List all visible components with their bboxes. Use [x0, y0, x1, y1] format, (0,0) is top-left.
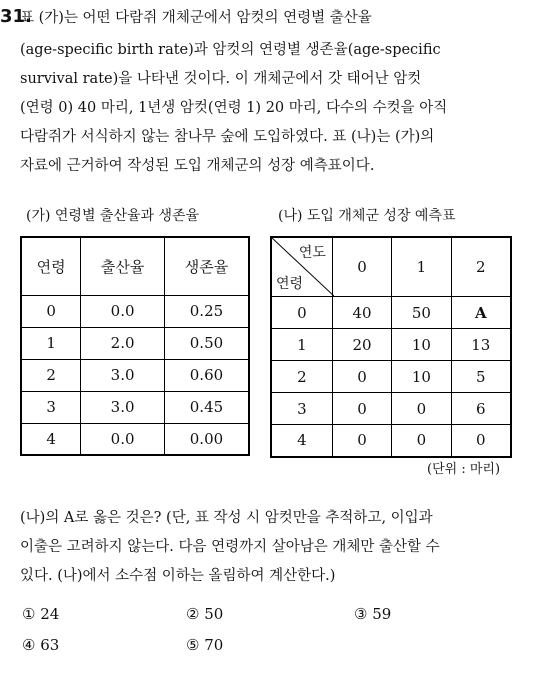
cell-a: A [451, 297, 511, 329]
table-row [271, 361, 511, 393]
cell: 20 [332, 329, 391, 361]
corner-header [271, 237, 332, 297]
cell: 3.0 [81, 359, 165, 391]
table-row [21, 327, 249, 359]
cell: 3.0 [81, 391, 165, 423]
cell: 0.25 [164, 295, 249, 327]
choice-2[interactable]: ② 50 [186, 605, 224, 623]
cell: 4 [271, 425, 332, 457]
cell: 3 [271, 393, 332, 425]
question-number: 31. [0, 6, 32, 27]
cell: 5 [451, 361, 511, 393]
corner-age-label: 연령 [276, 276, 304, 292]
header-birth-rate: 출산율 [81, 237, 165, 295]
cell: 10 [392, 361, 451, 393]
cell: 0 [21, 295, 81, 327]
header-age: 연령 [21, 237, 81, 295]
cell: 50 [392, 297, 451, 329]
prompt-line: 이출은 고려하지 않는다. 다음 연령까지 살아남은 개체만 출산할 수 [20, 539, 440, 555]
question-line: 표 (가)는 어떤 다람쥐 개체군에서 암컷의 연령별 출산율 [20, 10, 372, 26]
header-year: 2 [451, 237, 511, 297]
header-year: 0 [332, 237, 391, 297]
table-row [21, 359, 249, 391]
prompt-line: 있다. (나)에서 소수점 이하는 올림하여 계산한다.) [20, 568, 336, 584]
question-line: 다람쥐가 서식하지 않는 참나무 숲에 도입하였다. 표 (나)는 (가)의 [20, 129, 435, 145]
table-a-caption: (가) 연령별 출산율과 생존율 [26, 208, 200, 224]
prompt-line: (나)의 A로 옳은 것은? (단, 표 작성 시 암컷만을 추적하고, 이입과 [20, 510, 433, 526]
cell: 1 [21, 327, 81, 359]
question-line: 자료에 근거하여 작성된 도입 개체군의 성장 예측표이다. [20, 158, 375, 174]
cell: 10 [392, 329, 451, 361]
cell: 0.00 [164, 423, 249, 455]
cell: 3 [21, 391, 81, 423]
table-row [21, 423, 249, 455]
table-row [271, 297, 511, 329]
cell: 0 [392, 393, 451, 425]
cell: 0 [332, 393, 391, 425]
choice-5[interactable]: ⑤ 70 [186, 636, 224, 654]
choice-1[interactable]: ① 24 [22, 605, 60, 623]
table-b-caption: (나) 도입 개체군 성장 예측표 [278, 208, 456, 224]
table-row [271, 425, 511, 457]
cell: 4 [21, 423, 81, 455]
table-row [21, 295, 249, 327]
table-row [21, 391, 249, 423]
cell: 2.0 [81, 327, 165, 359]
choice-3[interactable]: ③ 59 [354, 605, 392, 623]
cell: 0.50 [164, 327, 249, 359]
table-header-row [21, 237, 249, 295]
corner-year-label: 연도 [298, 245, 326, 261]
question-line: (연령 0) 40 마리, 1년생 암컷(연령 1) 20 마리, 다수의 수컷을 아직 [20, 100, 448, 116]
cell: 0 [332, 361, 391, 393]
cell: 0 [332, 425, 391, 457]
cell: 6 [451, 393, 511, 425]
table-header-row [271, 237, 511, 297]
cell: 2 [21, 359, 81, 391]
cell: 2 [271, 361, 332, 393]
cell: 40 [332, 297, 391, 329]
cell: 0.45 [164, 391, 249, 423]
table-a [20, 236, 250, 456]
cell: 0 [271, 297, 332, 329]
table-b [270, 236, 512, 458]
table-row [271, 329, 511, 361]
question-line: (age-specific birth rate)과 암컷의 연령별 생존율(age-specific [20, 42, 441, 58]
cell: 0.0 [81, 295, 165, 327]
choice-4[interactable]: ④ 63 [22, 636, 60, 654]
cell: 0.60 [164, 359, 249, 391]
header-year: 1 [392, 237, 451, 297]
cell: 13 [451, 329, 511, 361]
header-survival-rate: 생존율 [164, 237, 249, 295]
cell: 1 [271, 329, 332, 361]
cell: 0 [392, 425, 451, 457]
question-line: survival rate)을 나타낸 것이다. 이 개체군에서 갓 태어난 암컷 [20, 71, 422, 87]
cell: 0 [451, 425, 511, 457]
table-row [271, 393, 511, 425]
cell: 0.0 [81, 423, 165, 455]
unit-label: (단위 : 마리) [427, 462, 501, 477]
